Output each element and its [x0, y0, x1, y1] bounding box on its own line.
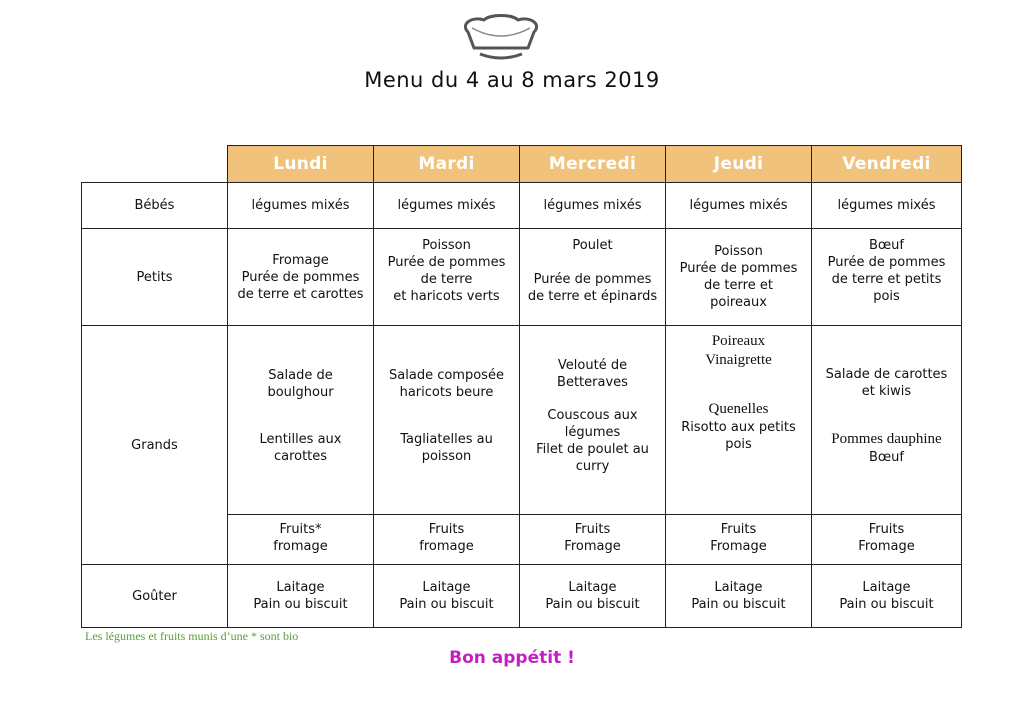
menu-cell: légumes mixés [228, 183, 374, 229]
table-row-gouter [82, 565, 962, 628]
menu-cell: Fruits Fromage [812, 506, 962, 565]
menu-table [81, 145, 962, 628]
menu-cell: légumes mixés [520, 183, 666, 229]
menu-cell: Poisson Purée de pommes de terre et haricots verts [374, 229, 520, 326]
day-header-lundi: Lundi [228, 146, 374, 183]
day-header-mardi: Mardi [374, 146, 520, 183]
row-label-petits: Petits [82, 229, 228, 326]
menu-cell: Poireaux Vinaigrette Quenelles Risotto aux petits pois [666, 326, 812, 506]
table-row-grands [82, 326, 962, 506]
menu-cell: légumes mixés [374, 183, 520, 229]
menu-cell: Poisson Purée de pommes de terre et poireaux [666, 229, 812, 326]
day-header-vendredi: Vendredi [812, 146, 962, 183]
menu-cell: Laitage Pain ou biscuit [520, 565, 666, 628]
chef-hat-icon [458, 14, 544, 66]
menu-cell: Laitage Pain ou biscuit [666, 565, 812, 628]
menu-cell: Laitage Pain ou biscuit [228, 565, 374, 628]
table-row-petits [82, 229, 962, 326]
closing-message: Bon appétit ! [449, 648, 575, 668]
row-label-grands: Grands [82, 326, 228, 565]
menu-cell: Fruits fromage [374, 506, 520, 565]
day-header-row [82, 146, 962, 183]
menu-cell: Salade composée haricots beure Tagliatelles au poisson [374, 326, 520, 506]
table-row-bebes [82, 183, 962, 229]
menu-cell: Laitage Pain ou biscuit [374, 565, 520, 628]
menu-cell: Salade de boulghour Lentilles aux carottes [228, 326, 374, 506]
menu-cell: Fromage Purée de pommes de terre et carottes [228, 229, 374, 326]
menu-cell: Bœuf Purée de pommes de terre et petits pois [812, 229, 962, 326]
menu-cell: légumes mixés [812, 183, 962, 229]
menu-cell: Fruits Fromage [666, 506, 812, 565]
menu-cell: Laitage Pain ou biscuit [812, 565, 962, 628]
page-title: Menu du 4 au 8 mars 2019 [364, 68, 660, 92]
menu-cell: Poulet Purée de pommes de terre et épinards [520, 229, 666, 326]
day-header-jeudi: Jeudi [666, 146, 812, 183]
menu-cell: Salade de carottes et kiwis Pommes dauphine Bœuf [812, 326, 962, 506]
day-header-mercredi: Mercredi [520, 146, 666, 183]
menu-cell: Velouté de Betteraves Couscous aux légumes Filet de poulet au curry [520, 326, 666, 506]
row-label-gouter: Goûter [82, 565, 228, 628]
menu-cell: légumes mixés [666, 183, 812, 229]
menu-cell: Fruits Fromage [520, 506, 666, 565]
menu-cell: Fruits* fromage [228, 506, 374, 565]
organic-note: Les légumes et fruits munis d’une * sont bio [85, 629, 299, 643]
table-corner [82, 146, 228, 183]
row-label-bebes: Bébés [82, 183, 228, 229]
